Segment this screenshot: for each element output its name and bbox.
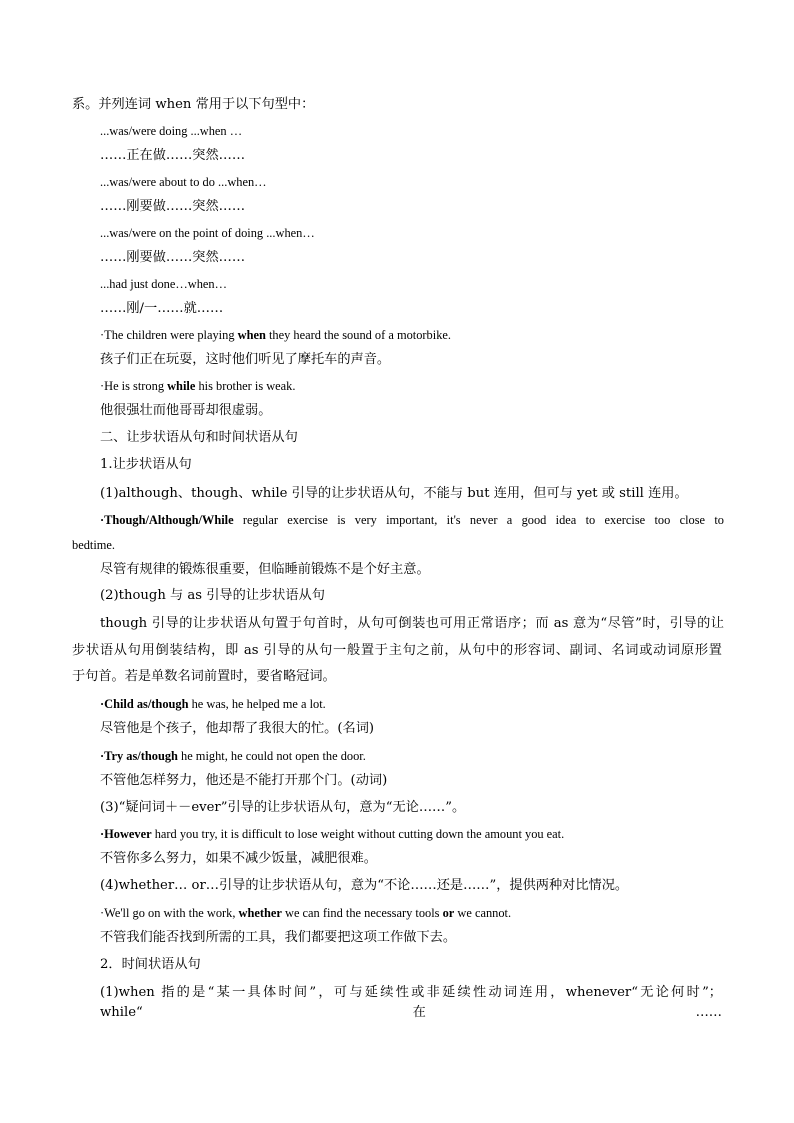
pattern-line: ...was/were about to do ...when…	[100, 175, 267, 189]
section-heading: 二、让步状语从句和时间状语从句	[100, 430, 298, 445]
pattern-translation: ……刚要做……突然……	[100, 250, 246, 265]
subsection-heading: 1.让步状语从句	[100, 457, 192, 472]
paragraph-line: though 引导的让步状语从句置于句首时，从句可倒装也可用正常语序；而 as 意为“尽管”时，引导的让	[100, 616, 724, 631]
example-translation: 不管他怎样努力，他还是不能打开那个门。(动词)	[100, 773, 388, 788]
rule-line: (1)although、though、while 引导的让步状语从句，不能与 but 连用，但可与 yet 或 still 连用。	[100, 486, 688, 501]
subsection-heading: 2．时间状语从句	[100, 957, 201, 972]
pattern-line: ...was/were doing ...when …	[100, 124, 243, 138]
example-translation: 孩子们正在玩耍，这时他们听见了摩托车的声音。	[100, 352, 391, 367]
example-sentence: ·Though/Although/While regular exercise is very important, it's never a good idea to exercise too close to	[100, 513, 724, 527]
example-sentence: ·The children were playing when they heard the sound of a motorbike.	[100, 328, 451, 342]
example-sentence: ·He is strong while his brother is weak.	[100, 379, 296, 393]
paragraph-line: 于句首。若是单数名词前置时，要省略冠词。	[72, 669, 336, 684]
example-sentence: ·However hard you try, it is difficult to lose weight without cutting down the amount you eat.	[100, 827, 565, 841]
example-translation: 不管我们能否找到所需的工具，我们都要把这项工作做下去。	[100, 930, 457, 945]
example-sentence: ·Child as/though he was, he helped me a lot.	[100, 697, 326, 711]
text-line: 系。并列连词 when 常用于以下句型中：	[72, 97, 315, 112]
rule-line: (3)“疑问词＋－ever”引导的让步状语从句，意为“无论……”。	[100, 800, 466, 815]
pattern-translation: ……正在做……突然……	[100, 148, 246, 163]
pattern-translation: ……刚要做……突然……	[100, 199, 246, 214]
example-sentence: ·We'll go on with the work, whether we can find the necessary tools or we cannot.	[100, 906, 512, 920]
paragraph-line: 步状语从句用倒装结构，即 as 引导的从句一般置于主句之前，从句中的形容词、副词、名词或动词原形置	[72, 643, 722, 658]
rule-line: (4)whether… or…引导的让步状语从句，意为“不论……还是……”，提供两种对比情况。	[100, 878, 629, 893]
example-translation: 尽管他是个孩子，他却帮了我很大的忙。(名词)	[100, 721, 375, 736]
example-translation: 尽管有规律的锻炼很重要，但临睡前锻炼不是个好主意。	[100, 562, 430, 577]
example-translation: 他很强壮而他哥哥却很虚弱。	[100, 403, 272, 418]
pattern-translation: ……刚/一……就……	[100, 301, 224, 316]
pattern-line: ...was/were on the point of doing ...when…	[100, 226, 315, 240]
example-sentence: ·Try as/though he might, he could not open the door.	[100, 749, 366, 763]
rule-line: (2)though 与 as 引导的让步状语从句	[100, 588, 325, 603]
example-sentence-cont: bedtime.	[72, 538, 116, 552]
pattern-line: ...had just done…when…	[100, 277, 227, 291]
example-translation: 不管你多么努力，如果不减少饭量，减肥很难。	[100, 851, 377, 866]
rule-line: (1)when 指的是“某一具体时间”，可与延续性或非延续性动词连用，whenever“无论何时”；while“在……	[100, 985, 722, 1020]
